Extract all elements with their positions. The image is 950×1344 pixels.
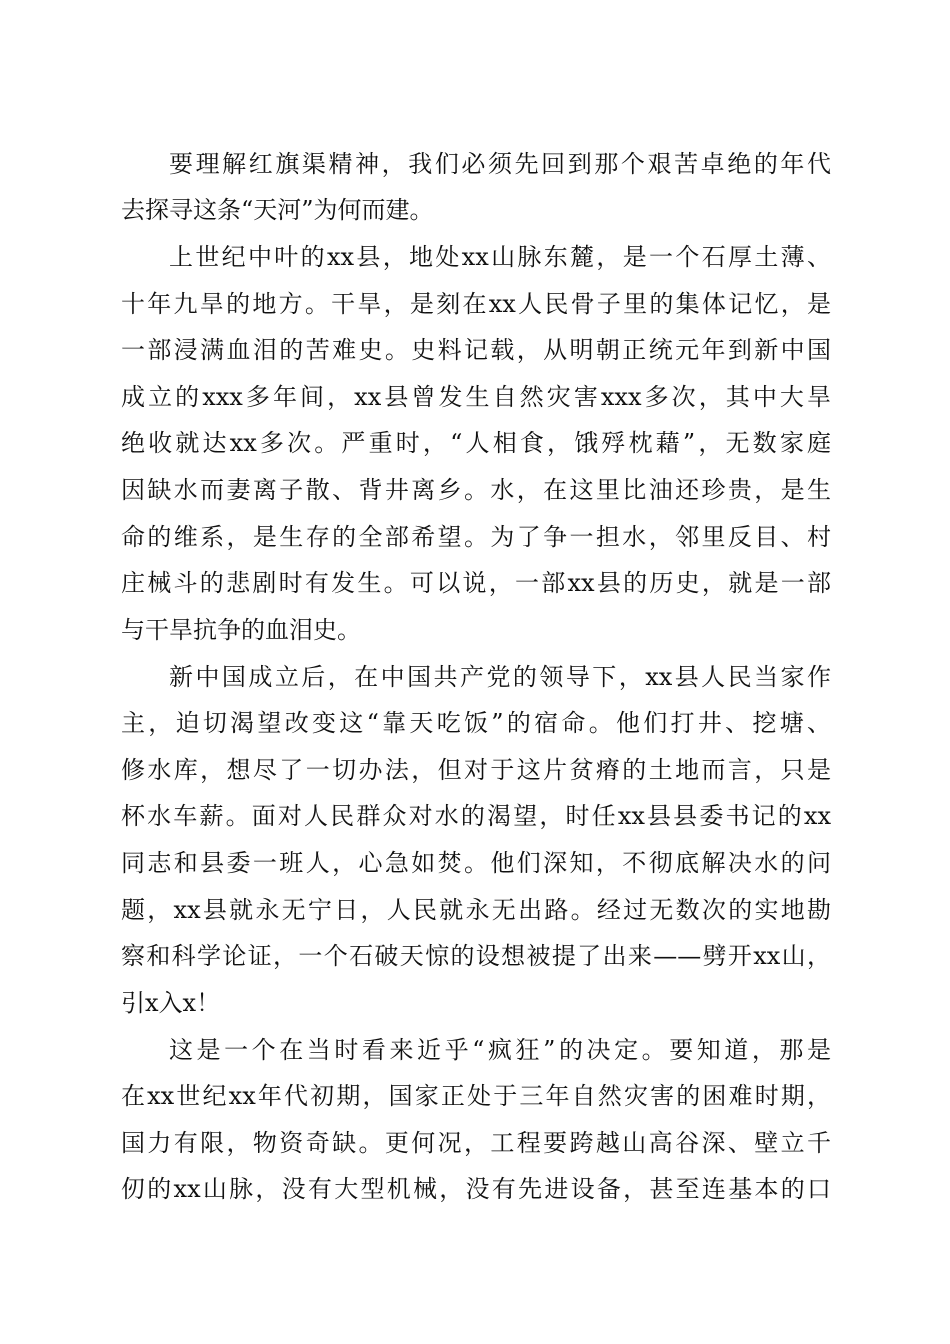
- text-line: 在xx世纪xx年代初期，国家正处于三年自然灾害的困难时期，: [121, 1082, 831, 1110]
- text-line: 杯水车薪。面对人民群众对水的渴望，时任xx县县委书记的xx: [121, 802, 831, 830]
- text-line: 题，xx县就永无宁日，人民就永无出路。经过无数次的实地勘: [121, 896, 831, 924]
- text-line: 去探寻这条“天河”为何而建。: [121, 196, 434, 224]
- text-line: 因缺水而妻离子散、背井离乡。水，在这里比油还珍贵，是生: [121, 476, 831, 504]
- text-line: 新中国成立后，在中国共产党的领导下，xx县人民当家作: [169, 663, 831, 691]
- text-line: 一部浸满血泪的苦难史。史料记载，从明朝正统元年到新中国: [121, 336, 831, 364]
- text-line: 命的维系，是生存的全部希望。为了争一担水，邻里反目、村: [121, 523, 831, 551]
- text-line: 同志和县委一班人，心急如焚。他们深知，不彻底解决水的问: [121, 849, 831, 877]
- text-line: 上世纪中叶的xx县，地处xx山脉东麓，是一个石厚土薄、: [169, 243, 831, 271]
- text-line: 成立的xxx多年间，xx县曾发生自然灾害xxx多次，其中大旱: [121, 383, 831, 411]
- text-line: 庄械斗的悲剧时有发生。可以说，一部xx县的历史，就是一部: [121, 569, 831, 597]
- text-line: 引x入x！: [121, 989, 221, 1017]
- text-line: 与干旱抗争的血泪史。: [121, 616, 361, 644]
- text-line: 要理解红旗渠精神，我们必须先回到那个艰苦卓绝的年代: [169, 150, 831, 178]
- text-line: 绝收就达xx多次。严重时，“人相食，饿殍枕藉”，无数家庭: [121, 429, 831, 457]
- text-line: 察和科学论证，一个石破天惊的设想被提了出来——劈开xx山，: [121, 942, 831, 970]
- text-line: 国力有限，物资奇缺。更何况，工程要跨越山高谷深、壁立千: [121, 1129, 831, 1157]
- text-line: 这是一个在当时看来近乎“疯狂”的决定。要知道，那是: [169, 1036, 831, 1064]
- text-line: 仞的xx山脉，没有大型机械，没有先进设备，甚至连基本的口: [121, 1175, 831, 1203]
- text-line: 修水库，想尽了一切办法，但对于这片贫瘠的土地而言，只是: [121, 756, 831, 784]
- text-line: 十年九旱的地方。干旱，是刻在xx人民骨子里的集体记忆，是: [121, 290, 831, 318]
- text-line: 主，迫切渴望改变这“靠天吃饭”的宿命。他们打井、挖塘、: [121, 709, 831, 737]
